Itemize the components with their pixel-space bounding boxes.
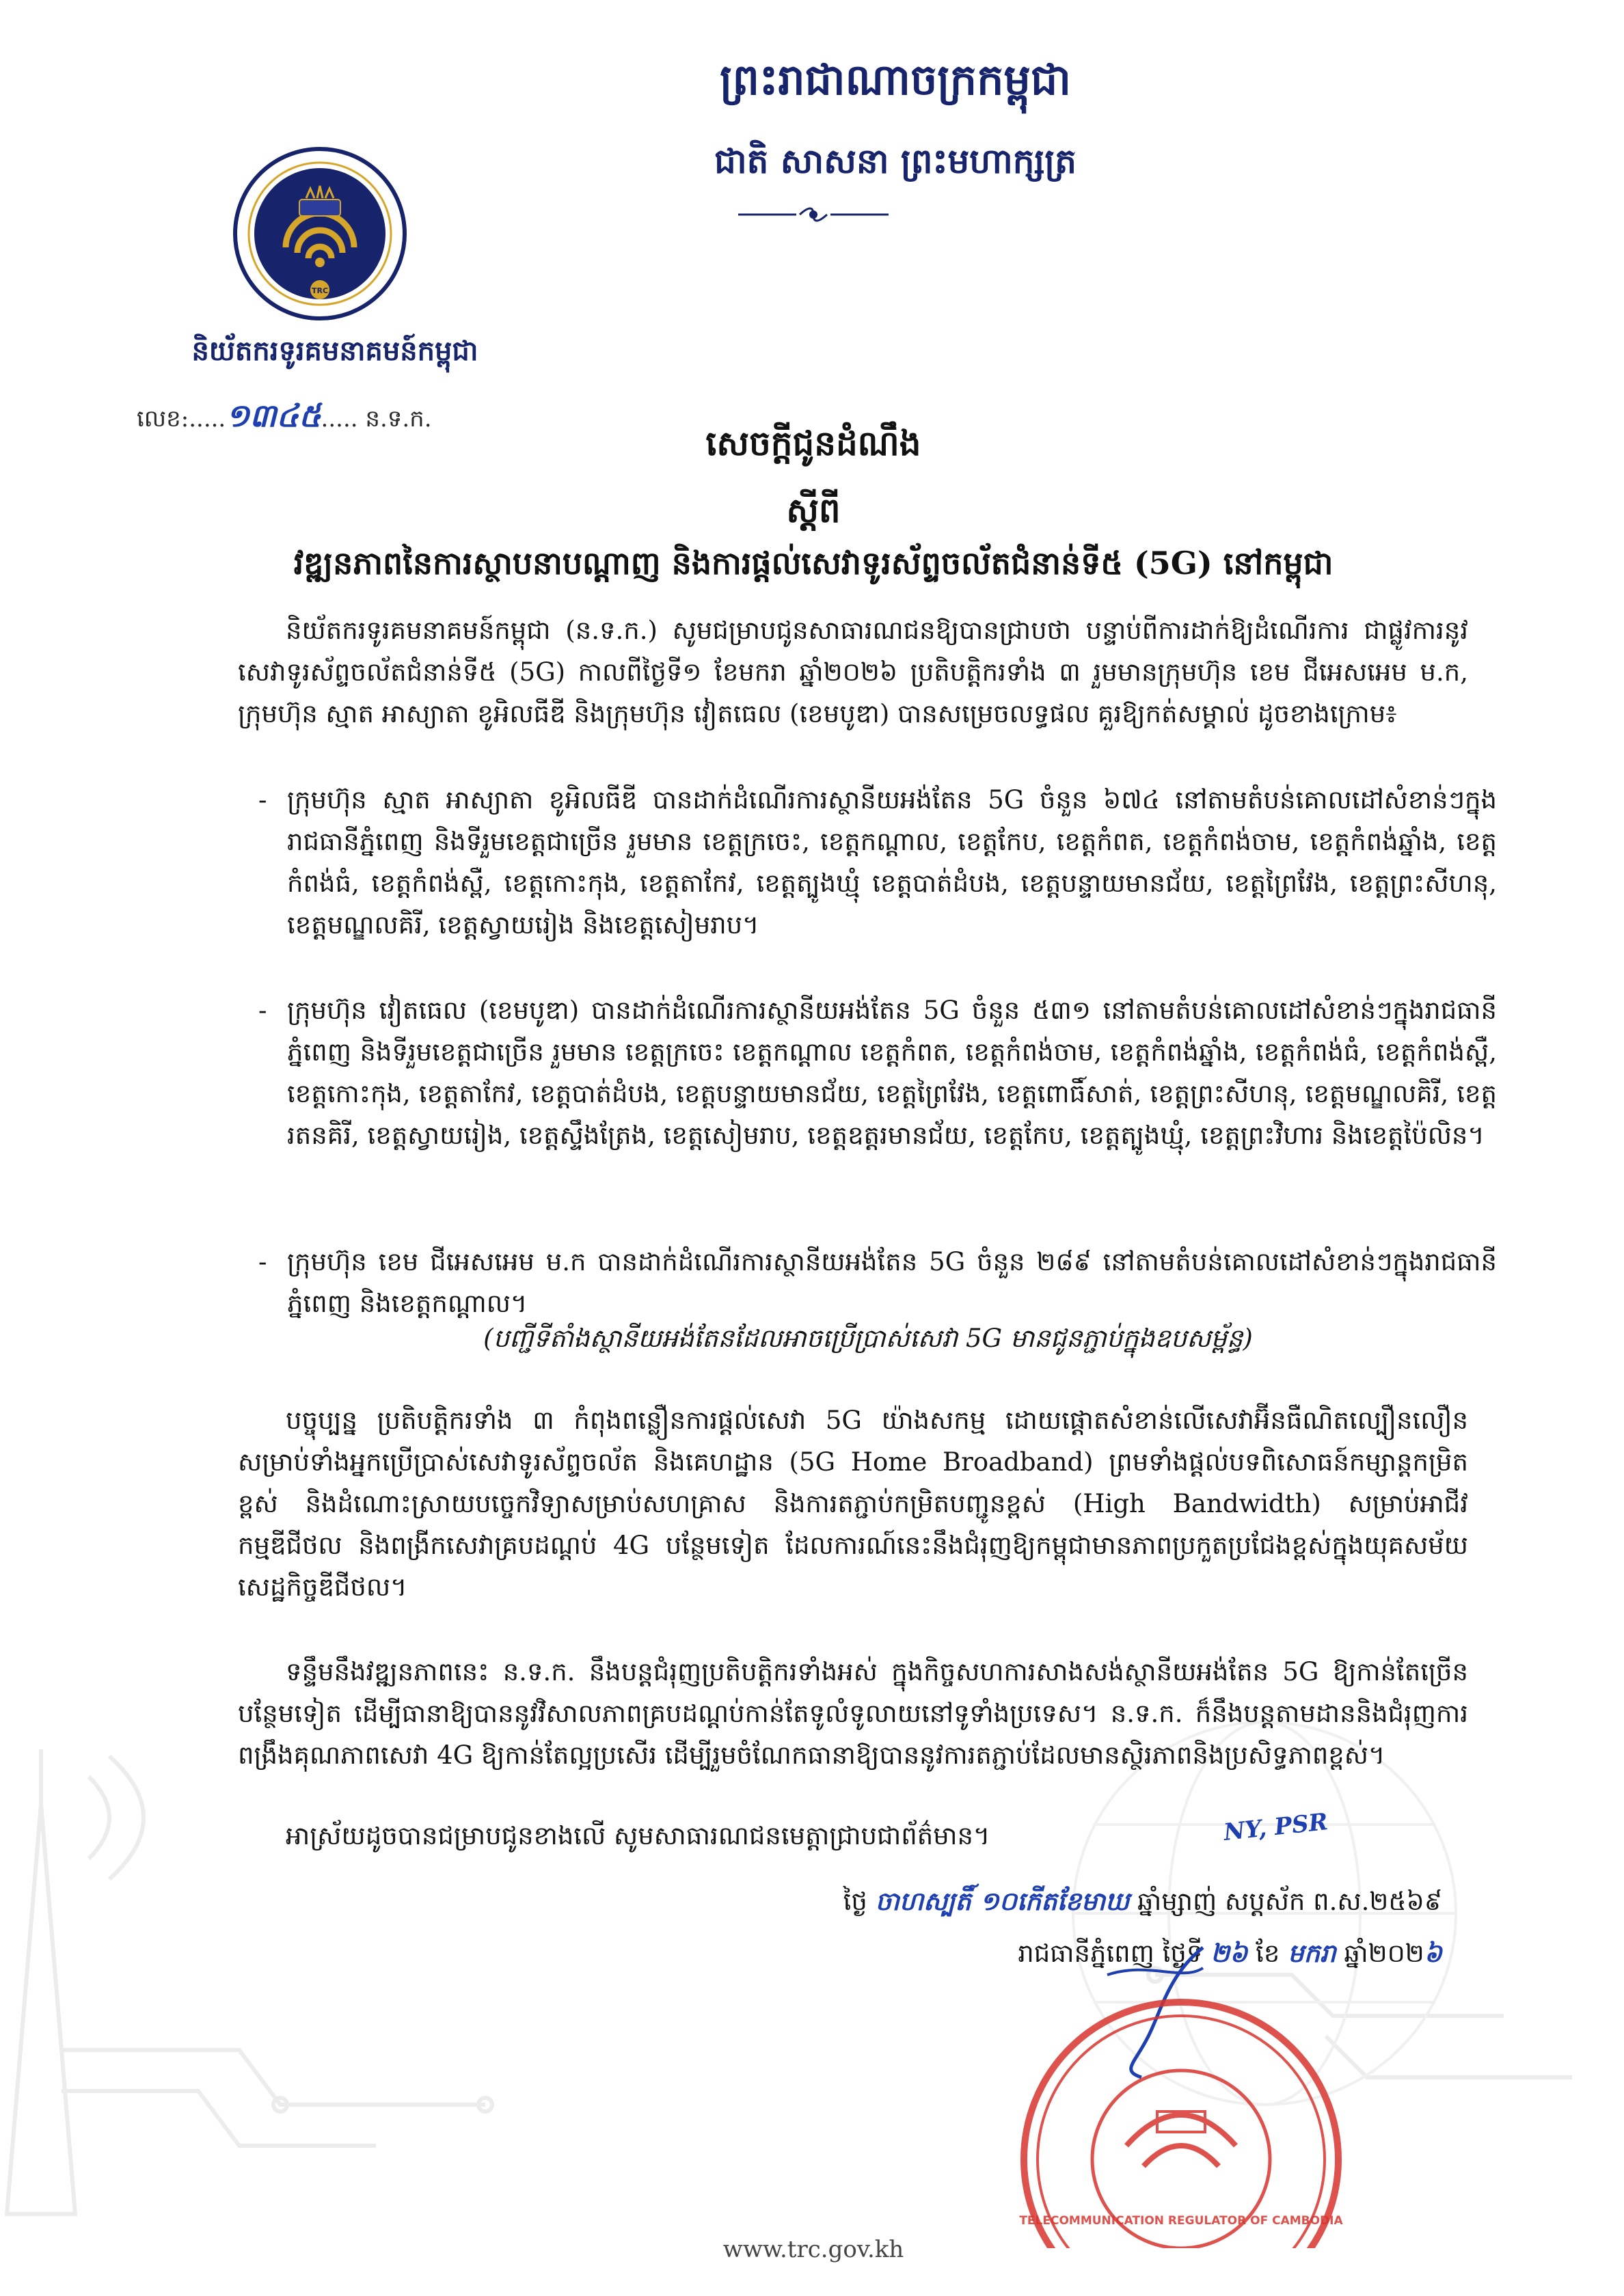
- bullet-viettel: - ក្រុមហ៊ុន វៀតធេល (ខេមបូឌា) បានដាក់ដំណើរការស្ថានីយអង់តែន 5G ចំនួន ៥៣១ នៅតាមតំបន់គោលដៅសំខាន់ៗក្នុងរាជធានីភ្នំពេញ និងទីរួមខេត្តជាច្រើន រួមមាន ខេត្តក្រចេះ ខេត្តកណ្ដាល ខេត្តកំពត, ខេត្តកំពង់ចាម, ខេត្តកំពង់ឆ្នាំង, ខេត្តកំពង់ធំ, ខេត្តកំពង់ស្ពឺ, ខេត្តកោះកុង, ខេត្តតាកែវ, ខេត្តបាត់ដំបង, ខេត្តបន្ទាយមានជ័យ, ខេត្តព្រៃវែង, ខេត្តពោធិ៍សាត់, ខេត្តព្រះសីហនុ, ខេត្តមណ្ឌលគិរី, ខេត្តរតនគិរី, ខេត្តស្វាយរៀង, ខេត្តស្ទឹងត្រែង, ខេត្តសៀមរាប, ខេត្តឧត្ដរមានជ័យ, ខេត្តកែប, ខេត្តត្បូងឃ្មុំ, ខេត្តព្រះវិហារ និងខេត្តប៉ៃលិន។: [258, 989, 1497, 1156]
- logo-abbr: TRC: [311, 286, 329, 295]
- bullet-camgsm: - ក្រុមហ៊ុន ខេម ជីអេសអេម ម.ក បានដាក់ដំណើរការស្ថានីយអង់តែន 5G ចំនួន ២៨៩ នៅតាមតំបន់គោលដៅសំខាន់ៗក្នុងរាជធានីភ្នំពេញ និងខេត្តកណ្ដាល។: [258, 1241, 1497, 1324]
- organization-name: និយ័តករទូរគមនាគមន៍កម្ពុជា: [191, 335, 478, 367]
- lunar-date-handwritten: ចាហស្បតិ៍ ១០កើតខែមាឃ: [875, 1886, 1130, 1916]
- website-url[interactable]: www.trc.gov.kh: [722, 2236, 904, 2263]
- reference-suffix: ..... ន.ទ.ក.: [321, 405, 432, 433]
- ornamental-divider-icon: [735, 201, 892, 228]
- intro-paragraph: និយ័តករទូរគមនាគមន៍កម្ពុជា (ន.ទ.ក.) សូមជម្រាបជូនសាធារណជនឱ្យបានជ្រាបថា បន្ទាប់ពីការដាក់ឱ្យដំណើរការ ជាផ្លូវការនូវសេវាទូរស័ព្ទចល័តជំនាន់ទី៥ (5G) កាលពីថ្ងៃទី១ ខែមករា ឆ្នាំ២០២៦ ប្រតិបត្តិករទាំង ៣ រួមមានក្រុមហ៊ុន ខេម ជីអេសអេម ម.ក, ក្រុមហ៊ុន ស្មាត អាស្យាតា ខូអិលធីឌី និងក្រុមហ៊ុន វៀតធេល (ខេមបូឌា) បានសម្រេចលទ្ធផល គួរឱ្យកត់សម្គាល់ ដូចខាងក្រោម៖: [238, 616, 1468, 728]
- solar-date-year-hand: ៦: [1424, 1938, 1442, 1968]
- annex-note: (បញ្ជីទីតាំងស្ថានីយអង់តែនដែលអាចប្រើប្រាស់សេវា 5G មានជូនភ្ជាប់ក្នុងឧបសម្ព័ន្ធ): [483, 1324, 1253, 1353]
- commitment-paragraph: ទន្ទឹមនឹងវឌ្ឍនភាពនេះ ន.ទ.ក. នឹងបន្តជំរុញប្រតិបត្តិករទាំងអស់ ក្នុងកិច្ចសហការសាងសង់ស្ថានីយអង់តែន 5G ឱ្យកាន់តែច្រើនបន្ថែមទៀត ដើម្បីធានាឱ្យបាននូវវិសាលភាពគ្របដណ្ដប់កាន់តែទូលំទូលាយនៅទូទាំងប្រទេស។ ន.ទ.ក. ក៏នឹងបន្តតាមដាននិងជំរុញការពង្រឹងគុណភាពសេវា 4G ឱ្យកាន់តែល្អប្រសើរ ដើម្បីរួមចំណែកធានាឱ្យបាននូវការតភ្ជាប់ដែលមានស្ថិរភាពនិងប្រសិទ្ធភាពខ្ពស់។: [238, 1657, 1468, 1770]
- kingdom-heading: ព្រះរាជាណាចក្រកម្ពុជា: [720, 55, 1071, 105]
- official-seal-icon: [1010, 1988, 1352, 2248]
- solar-date-year: ឆ្នាំ២០២: [1344, 1939, 1424, 1968]
- handwritten-initials: NY, PSR: [1222, 1808, 1329, 1846]
- lunar-date-suffix: ឆ្នាំម្សាញ់ សប្ដស័ក ព.ស.២៥៦៩: [1137, 1887, 1442, 1916]
- lunar-date-prefix: ថ្ងៃ: [843, 1887, 867, 1916]
- bullet-smart: - ក្រុមហ៊ុន ស្មាត អាស្យាតា ខូអិលធីឌី បានដាក់ដំណើរការស្ថានីយអង់តែន 5G ចំនួន ៦៧៤ នៅតាមតំបន់គោលដៅសំខាន់ៗក្នុងរាជធានីភ្នំពេញ និងទីរួមខេត្តជាច្រើន រួមមាន ខេត្តក្រចេះ, ខេត្តកណ្ដាល, ខេត្តកែប, ខេត្តកំពត, ខេត្តកំពង់ចាម, ខេត្តកំពង់ឆ្នាំង, ខេត្តកំពង់ធំ, ខេត្តកំពង់ស្ពឺ, ខេត្តកោះកុង, ខេត្តតាកែវ, ខេត្តត្បូងឃ្មុំ ខេត្តបាត់ដំបង, ខេត្តបន្ទាយមានជ័យ, ខេត្តព្រៃវែង, ខេត្តព្រះសីហនុ, ខេត្តមណ្ឌលគិរី, ខេត្តស្វាយរៀង និងខេត្តសៀមរាប។: [258, 779, 1497, 946]
- seal-text: TELECOMMUNICATION REGULATOR OF CAMBODIA: [1019, 2214, 1343, 2228]
- progress-paragraph: បច្ចុប្បន្ន ប្រតិបត្តិករទាំង ៣ កំពុងពន្លឿនការផ្ដល់សេវា 5G យ៉ាងសកម្ម ដោយផ្ដោតសំខាន់លើសេវាអ៊ីនធឺណិតល្បឿនលឿនសម្រាប់ទាំងអ្នកប្រើប្រាស់សេវាទូរស័ព្ទចល័ត និងគេហដ្ឋាន (5G Home Broadband) ព្រមទាំងផ្ដល់បទពិសោធន៍កម្សាន្តកម្រិតខ្ពស់ និងដំណោះស្រាយបច្ចេកវិទ្យាសម្រាប់សហគ្រាស និងការតភ្ជាប់កម្រិតបញ្ជូនខ្ពស់ (High Bandwidth) សម្រាប់អាជីវកម្មឌីជីថល និងពង្រីកសេវាគ្របដណ្ដប់ 4G បន្ថែមទៀត ដែលការណ៍នេះនឹងជំរុញឱ្យកម្ពុជាមានភាពប្រកួតប្រជែងខ្ពស់ក្នុងយុគសម័យសេដ្ឋកិច្ចឌីជីថល។: [238, 1406, 1468, 1602]
- reference-prefix: លេខ:.....: [137, 405, 226, 433]
- solar-date-day: ២៦: [1210, 1938, 1248, 1968]
- lunar-date: [731, 1886, 1442, 1923]
- reference-handwritten-number: ១៣៤៥: [226, 397, 321, 434]
- solar-date-prefix: រាជធានីភ្នំពេញ ថ្ងៃទី: [1018, 1939, 1203, 1968]
- document-subject: វឌ្ឍនភាពនៃការស្ថាបនាបណ្ដាញ និងការផ្ដល់សេវាទូរស័ព្ទចល័តជំនាន់ទី៥ (5G) នៅកម្ពុជា: [293, 545, 1334, 582]
- solar-date-month: មករា: [1288, 1938, 1336, 1968]
- solar-date-month-label: ខែ: [1256, 1939, 1280, 1968]
- document-title-about: ស្ដីពី: [786, 490, 841, 530]
- national-motto: ជាតិ សាសនា ព្រះមហាក្សត្រ: [714, 141, 1077, 181]
- trc-logo-icon: [231, 145, 409, 323]
- document-title: សេចក្ដីជូនដំណឹង: [705, 423, 921, 463]
- closing-paragraph: អាស្រ័យដូចបានជម្រាបជូនខាងលើ សូមសាធារណជនមេត្តាជ្រាបជាព័ត៌មាន។: [286, 1821, 990, 1850]
